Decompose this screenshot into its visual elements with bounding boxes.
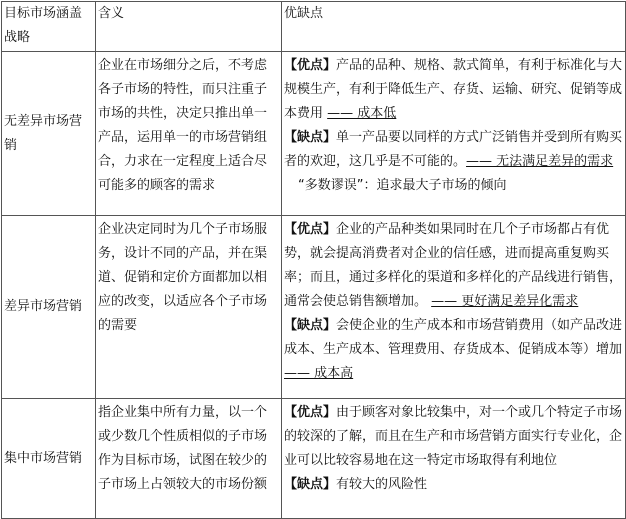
cons-text: 会使企业的生产成本和市场营销费用（如产品改进成本、生产成本、管理费用、存货成本、促销成本等）增加 (284, 318, 623, 357)
meaning-cell (96, 216, 282, 399)
pros-summary: —— 更好满足差异化需求 (431, 294, 579, 309)
meaning-text: 企业在市场细分之后，不考虑各子市场的特性，而只注重子市场的共性，决定只推出单一产品，运用单一的市场营销组合，力求在一定程度上适合尽可能多的顾客的需求 (98, 58, 268, 193)
table-header-row (2, 2, 626, 52)
cons-tag: 【缺点】 (284, 130, 337, 145)
pros-tag: 【优点】 (284, 222, 337, 237)
strategy-name-cell (2, 216, 96, 399)
table-row (2, 216, 626, 399)
meaning-text: 企业决定同时为几个子市场服务，设计不同的产品，并在渠道、促销和定价方面都加以相应的改变，以适应各个子市场的需要 (98, 222, 268, 333)
cons-tag: 【缺点】 (284, 477, 337, 492)
pros-cons-cell (282, 216, 626, 399)
table-row (2, 399, 626, 519)
header-strategy-label: 目标市场涵盖战略 (4, 6, 83, 45)
header-meaning-label: 含义 (98, 6, 125, 21)
strategy-table (1, 1, 626, 519)
note-text: “多数谬误”：追求最大子市场的倾向 (298, 178, 507, 193)
strategy-name: 差异市场营销 (4, 299, 83, 314)
cons-text: 单一产品要以同样的方式广泛销售并受到所有购买者的欢迎，这几乎是不可能的。 (284, 130, 623, 169)
cons-tag: 【缺点】 (284, 318, 337, 333)
cons-text: 有较大的风险性 (336, 477, 428, 492)
header-strategy (2, 2, 96, 52)
strategy-name-cell (2, 52, 96, 216)
pros-text: 由于顾客对象比较集中，对一个或几个特定子市场的较深的了解，而且在生产和市场营销方面实行专业化，企业可以比较容易地在这一特定市场取得有利地位 (284, 405, 623, 468)
cons-summary: —— 成本高 (284, 366, 354, 381)
pros-tag: 【优点】 (284, 405, 337, 420)
header-meaning (96, 2, 282, 52)
meaning-cell (96, 399, 282, 519)
pros-text: 企业的产品种类如果同时在几个子市场都占有优势，就会提高消费者对企业的信任感，进而提高重复购买率；而且，通过多样化的渠道和多样化的产品线进行销售，通常会使总销售额增加。 (284, 222, 623, 309)
strategy-name: 无差异市场营销 (4, 113, 83, 153)
meaning-text: 指企业集中所有力量，以一个或少数几个性质相似的子市场作为目标市场，试图在较少的子市场上占领较大的市场份额 (98, 405, 268, 492)
strategy-name-cell (2, 399, 96, 519)
table-row (2, 52, 626, 216)
cons-summary: —— 无法满足差异的需求 (466, 154, 614, 169)
pros-tag: 【优点】 (284, 58, 337, 73)
strategy-name: 集中市场营销 (4, 450, 83, 466)
meaning-cell (96, 52, 282, 216)
pros-cons-cell (282, 399, 626, 519)
pros-cons-cell (282, 52, 626, 216)
pros-text: 产品的品种、规格、款式简单，有利于标准化与大规模生产，有利于降低生产、存货、运输、研究、促销等成本费用 (284, 58, 623, 121)
header-pros-cons (282, 2, 626, 52)
header-pros-cons-label: 优缺点 (284, 6, 324, 21)
pros-summary: —— 成本低 (327, 106, 397, 121)
